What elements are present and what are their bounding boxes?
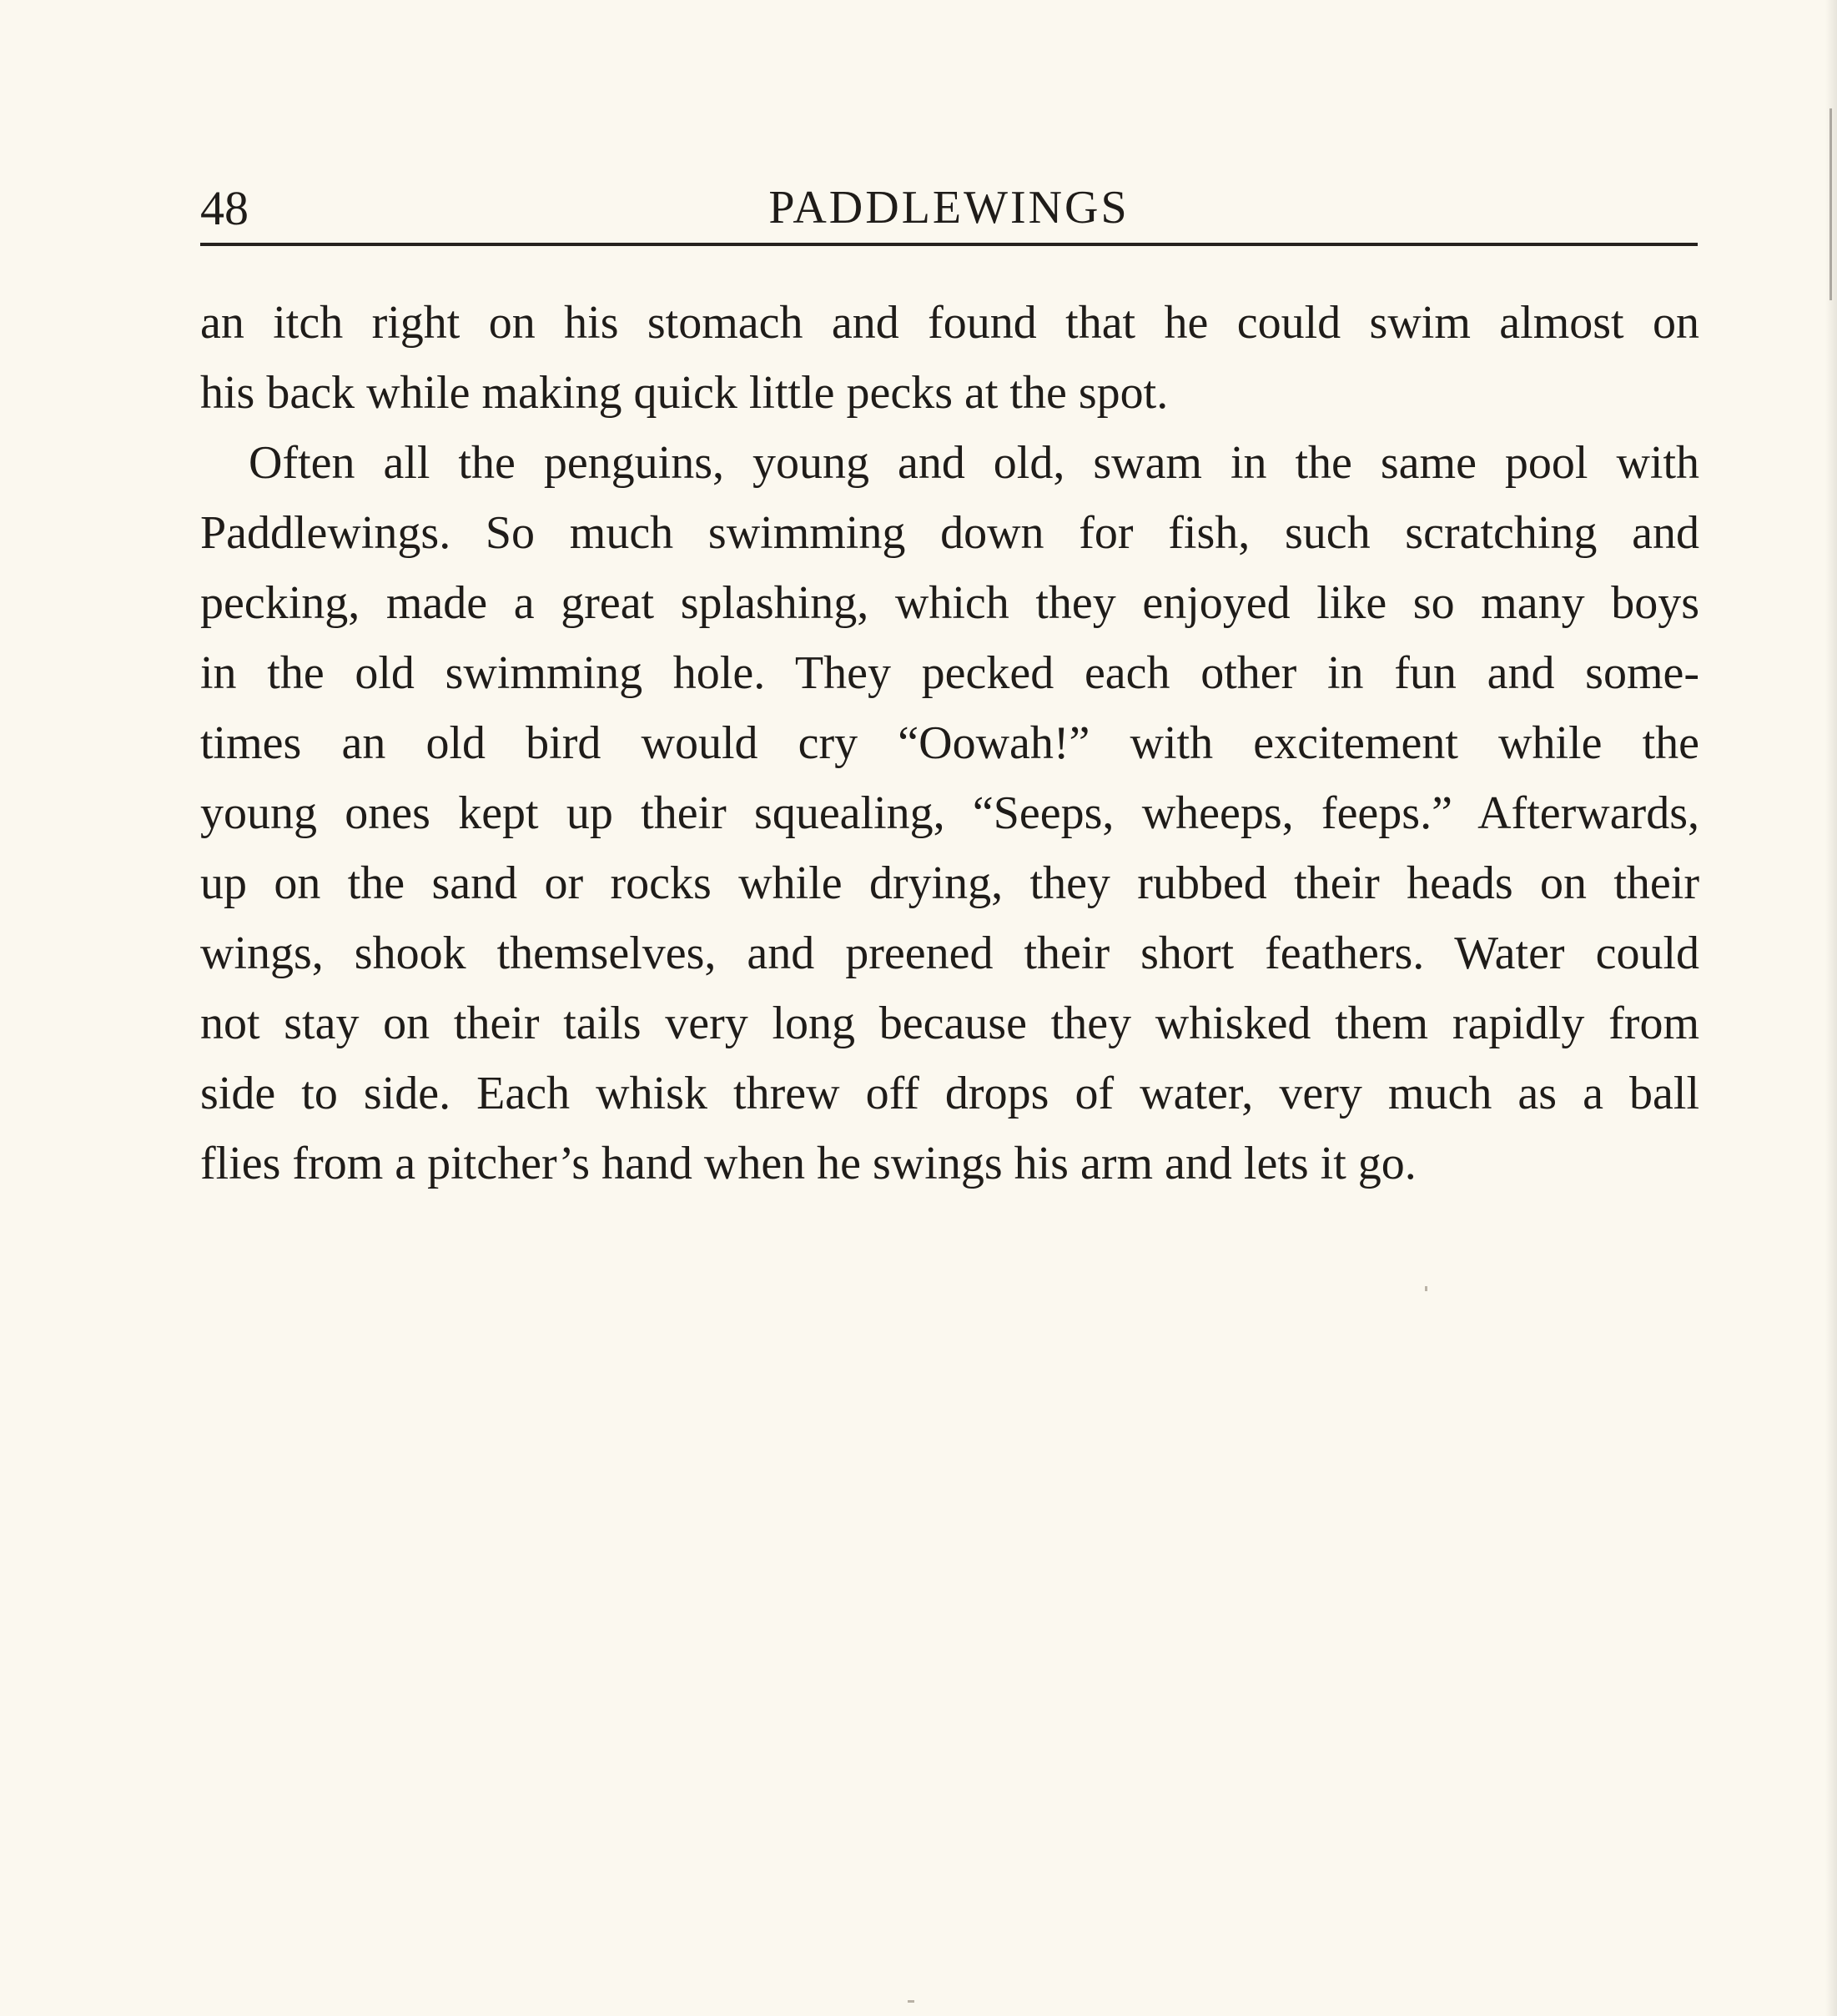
text-line: Often all the penguins, young and old, swam in the same pool with: [249, 437, 1699, 489]
text-line: Paddlewings. So much swimming down for fish, such scratching and: [200, 507, 1699, 559]
page-number: 48: [200, 181, 249, 235]
paper-speck: [1425, 1286, 1427, 1291]
running-head: PADDLEWINGS: [768, 182, 1130, 234]
header-rule: [200, 243, 1698, 246]
text-line: flies from a pitcher’s hand when he swings his arm and lets it go.: [200, 1138, 1417, 1189]
text-line: pecking, made a great splashing, which they enjoyed like so many boys: [200, 577, 1699, 629]
text-line: in the old swimming hole. They pecked each other in fun and some-: [200, 647, 1699, 699]
page-header: [200, 177, 1698, 239]
body-text: [200, 288, 1699, 1199]
paper-speck: [908, 2000, 914, 2003]
text-line: his back while making quick little pecks at the spot.: [200, 367, 1169, 419]
page-edge-shadow: [1825, 0, 1837, 2016]
page-edge-mark: [1829, 108, 1832, 300]
text-line: not stay on their tails very long because they whisked them rapidly from: [200, 998, 1699, 1049]
text-line: young ones kept up their squealing, “Seeps, wheeps, feeps.” Afterwards,: [200, 787, 1699, 839]
text-line: times an old bird would cry “Oowah!” with excitement while the: [200, 717, 1699, 769]
text-line: an itch right on his stomach and found that he could swim almost on: [200, 297, 1699, 349]
text-line: wings, shook themselves, and preened their short feathers. Water could: [200, 928, 1699, 979]
text-line: up on the sand or rocks while drying, they rubbed their heads on their: [200, 857, 1699, 909]
text-line: side to side. Each whisk threw off drops of water, very much as a ball: [200, 1068, 1699, 1119]
